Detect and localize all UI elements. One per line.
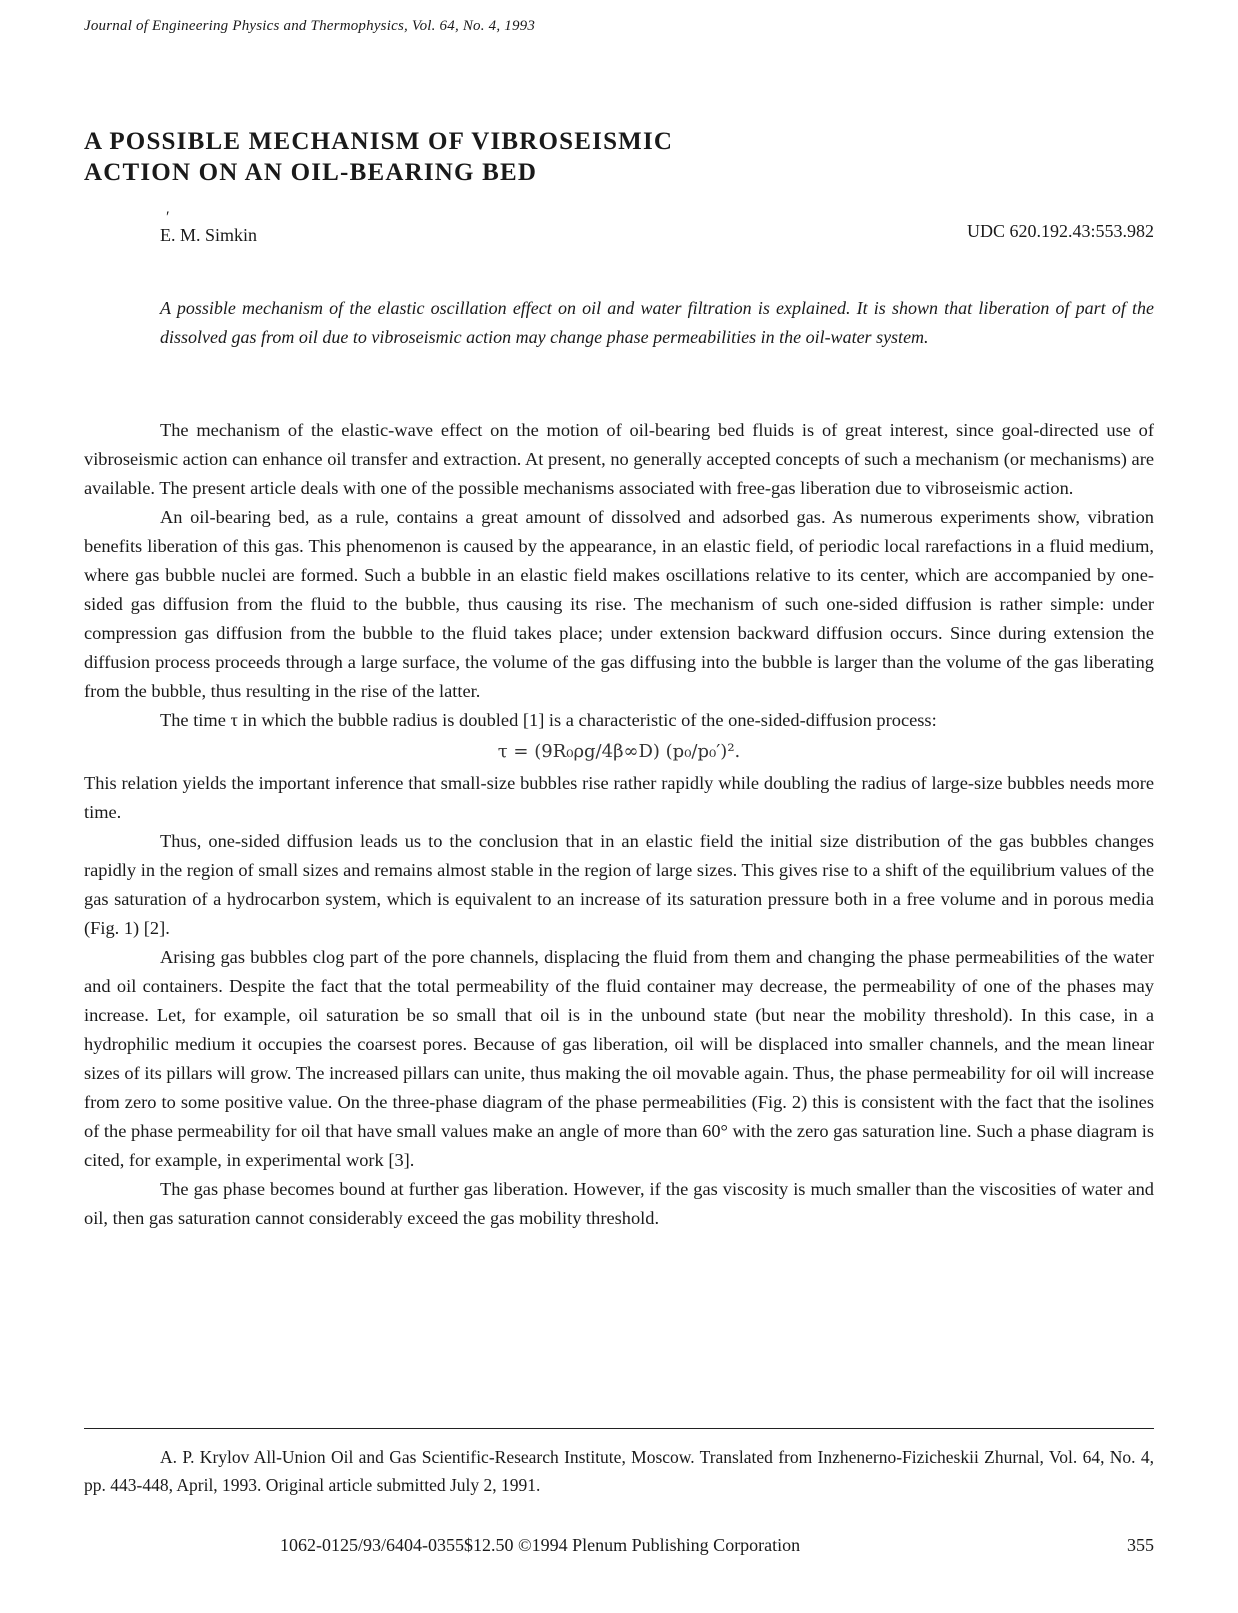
- paragraph-5: Thus, one-sided diffusion leads us to the conclusion that in an elastic field the initial size distribution of the gas bubbles changes rapidly in the region of small sizes and remains almost stable in the region of large sizes. This gives rise to a shift of the equilibrium values of the gas saturation of a hydrocarbon system, which is equivalent to an increase of its saturation pressure both in a free volume and in porous media (Fig. 1) [2].: [84, 831, 1154, 938]
- article-body: [84, 416, 1154, 1233]
- page-number: 355: [1127, 1535, 1154, 1555]
- author-name: E. M. Simkin: [160, 225, 258, 245]
- author: [160, 209, 258, 246]
- paragraph-2: An oil-bearing bed, as a rule, contains a great amount of dissolved and adsorbed gas. As numerous experiments show, vibration benefits liberation of this gas. This phenomenon is caused by the appearance, in an elastic field, of periodic local rarefactions in a fluid medium, where gas bubble nuclei are formed. Such a bubble in an elastic field makes oscillations relative to its center, which are accompanied by one-sided gas diffusion from the fluid to the bubble, thus causing its rise. The mechanism of such one-sided diffusion is rather simple: under compression gas diffusion from the bubble to the fluid takes place; under extension backward diffusion occurs. Since during extension the diffusion process proceeds through a large surface, the volume of the gas diffusing into the bubble is larger than the volume of the gas liberating from the bubble, thus resulting in the rise of the latter.: [84, 507, 1154, 701]
- paragraph-3: The time τ in which the bubble radius is doubled [1] is a characteristic of the one-sided-diffusion process:: [160, 710, 937, 730]
- article-title: [84, 126, 673, 188]
- footnote: [84, 1443, 1154, 1499]
- abstract: A possible mechanism of the elastic oscillation effect on oil and water filtration is explained. It is shown that liberation of part of the dissolved gas from oil due to vibroseismic action may change phase permeabilities in the oil-water system.: [160, 298, 1154, 347]
- footnote-text: A. P. Krylov All-Union Oil and Gas Scientific-Research Institute, Moscow. Translated from Inzhenerno-Fizicheskii Zhurnal, Vol. 64, No. 4, pp. 443-448, April, 1993. Original article submitted July 2, 1991.: [84, 1447, 1154, 1495]
- paragraph-7: The gas phase becomes bound at further gas liberation. However, if the gas viscosity is much smaller than the viscosities of water and oil, then gas saturation cannot considerably exceed the gas mobility threshold.: [84, 1179, 1154, 1228]
- title-line-2: ACTION ON AN OIL-BEARING BED: [84, 159, 538, 186]
- paragraph-1: The mechanism of the elastic-wave effect on the motion of oil-bearing bed fluids is of great interest, since goal-directed use of vibroseismic action can enhance oil transfer and extraction. At present, no generally accepted concepts of such a mechanism (or mechanisms) are available. The present article deals with one of the possible mechanisms associated with free-gas liberation due to vibroseismic action.: [84, 420, 1154, 498]
- issn-copyright: 1062-0125/93/6404-0355$12.50 ©1994 Plenum Publishing Corporation: [280, 1535, 801, 1555]
- author-accent: ′: [166, 209, 170, 226]
- udc-code: UDC 620.192.43:553.982: [966, 221, 1154, 241]
- formula: τ = (9R₀ρg/4β∞D) (p₀/p₀′)².: [497, 741, 741, 762]
- paragraph-4: This relation yields the important inference that small-size bubbles rise rather rapidly while doubling the radius of large-size bubbles needs more time.: [84, 773, 1154, 822]
- paragraph-6: Arising gas bubbles clog part of the pore channels, displacing the fluid from them and changing the phase permeabilities of the water and oil containers. Despite the fact that the total permeability of the fluid container may decrease, the permeability of one of the phases may increase. Let, for example, oil saturation be so small that oil is in the unbound state (but near the mobility threshold). In this case, in a hydrophilic medium it occupies the coarsest pores. Because of gas liberation, oil will be displaced into smaller channels, and the mean linear sizes of its pillars will grow. The increased pillars can unite, thus making the oil movable again. Thus, the phase permeability for oil will increase from zero to some positive value. On the three-phase diagram of the phase permeabilities (Fig. 2) this is consistent with the fact that the isolines of the phase permeability for oil that have small values make an angle of more than 60° with the zero gas saturation line. Such a phase diagram is cited, for example, in experimental work [3].: [84, 947, 1154, 1170]
- title-line-1: A POSSIBLE MECHANISM OF VIBROSEISMIC: [84, 128, 674, 155]
- footnote-rule: [84, 1428, 1154, 1429]
- paper-page: [84, 0, 1154, 1613]
- journal-header: Journal of Engineering Physics and Thermophysics, Vol. 64, No. 4, 1993: [84, 18, 536, 34]
